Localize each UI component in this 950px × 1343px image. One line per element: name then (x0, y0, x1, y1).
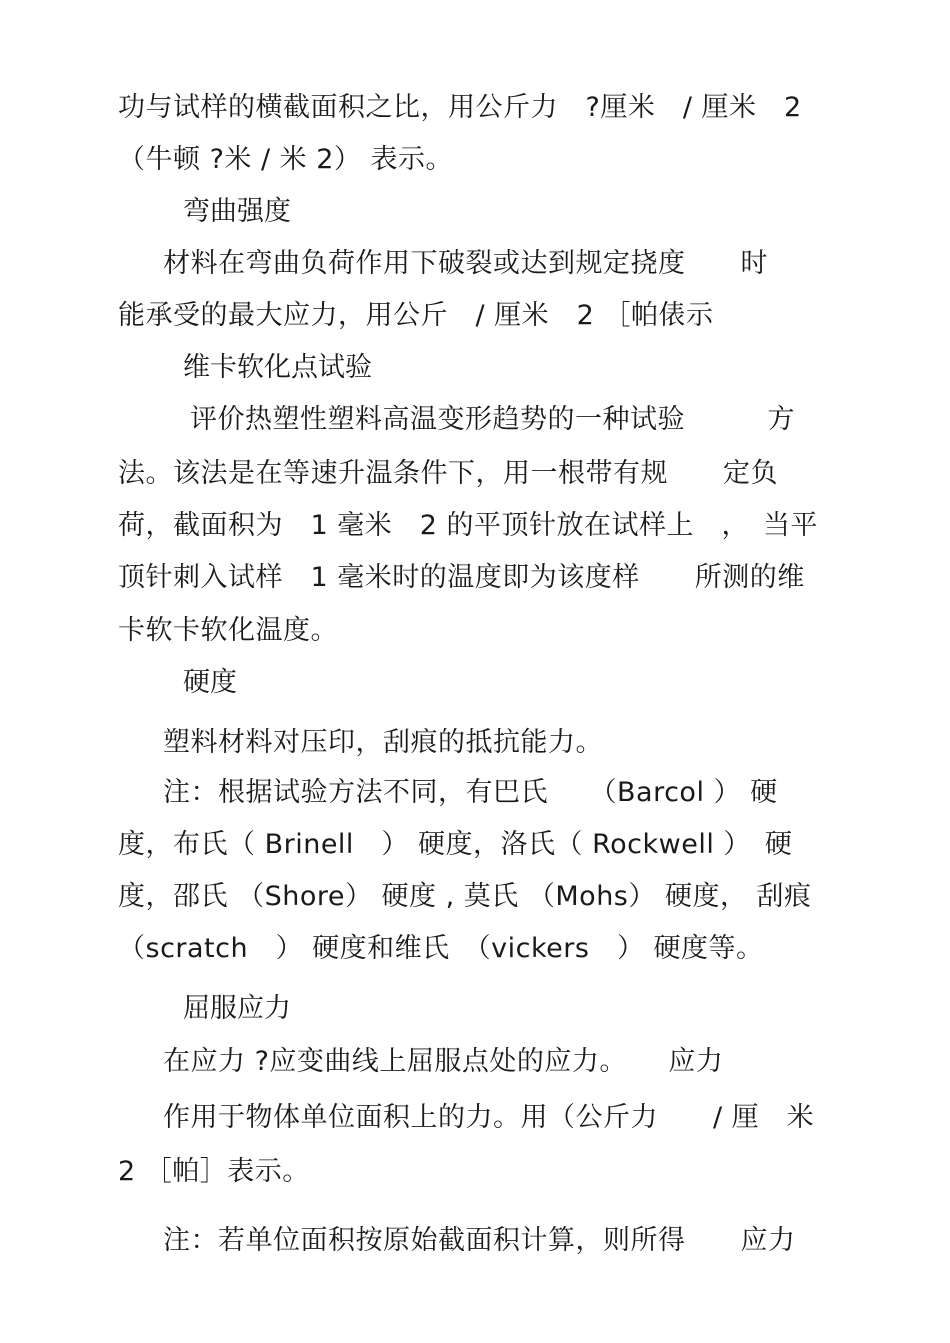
heading-hardness: 硬度 (183, 667, 237, 698)
text-line-8: 法。该法是在等速升温条件下，用一根带有规 定负 (118, 458, 778, 489)
text-line-9: 荷，截面积为 1 毫米 2 的平顶针放在试样上 ， 当平 (118, 510, 819, 541)
heading-yield-stress: 屈服应力 (183, 993, 291, 1024)
text-line-20: 作用于物体单位面积上的力。用（公斤力 / 厘 米 (163, 1102, 815, 1133)
text-line-7: 评价热塑性塑料高温变形趋势的一种试验 方 (190, 404, 795, 435)
heading-bending-strength: 弯曲强度 (183, 196, 291, 227)
text-line-14: 注：根据试验方法不同，有巴氏 （Barcol ） 硬 (163, 777, 778, 808)
text-line-2: （牛顿 ?米 / 米 2） 表示。 (118, 144, 454, 175)
text-line-17: （scratch ） 硬度和维氏 （vickers ） 硬度等。 (118, 933, 764, 964)
text-line-11: 卡软卡软化温度。 (118, 615, 338, 646)
text-line-16: 度，邵氏 （Shore） 硬度 , 莫氏 （Mohs） 硬度， 刮痕 (118, 881, 812, 912)
text-line-21: 2 ［帕］表示。 (118, 1156, 310, 1187)
text-line-13: 塑料材料对压印，刮痕的抵抗能力。 (163, 727, 603, 758)
text-line-19: 在应力 ?应变曲线上屈服点处的应力。 应力 (163, 1046, 724, 1077)
text-line-15: 度，布氏（ Brinell ） 硬度，洛氏（ Rockwell ） 硬 (118, 829, 793, 860)
text-line-10: 顶针刺入试样 1 毫米时的温度即为该度样 所测的维 (118, 562, 805, 593)
text-line-1: 功与试样的横截面积之比，用公斤力 ?厘米 / 厘米 2 (118, 92, 802, 123)
text-line-5: 能承受的最大应力，用公斤 / 厘米 2 ［帕俵示 (118, 300, 714, 331)
text-line-4: 材料在弯曲负荷作用下破裂或达到规定挠度 时 (163, 248, 768, 279)
heading-vicat-softening: 维卡软化点试验 (183, 352, 372, 383)
text-line-22: 注：若单位面积按原始截面积计算，则所得 应力 (163, 1225, 796, 1256)
